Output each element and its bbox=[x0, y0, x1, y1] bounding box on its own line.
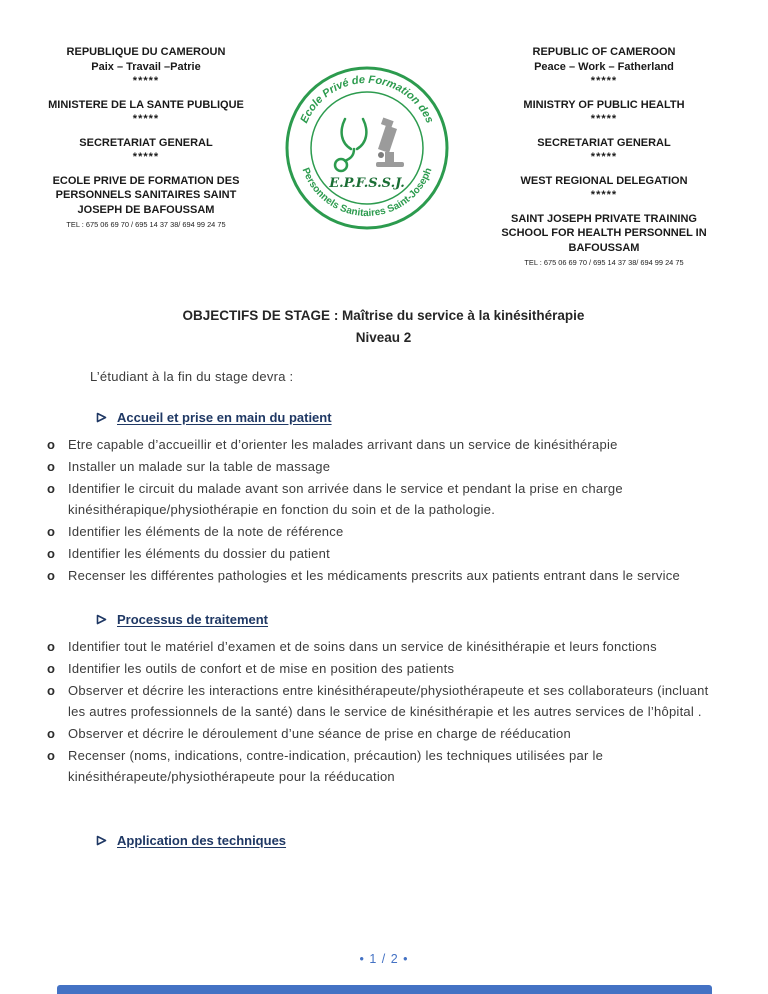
list-item bbox=[47, 543, 720, 564]
list-item-text: Identifier les outils de confort et de mise en position des patients bbox=[68, 660, 455, 676]
o-bullet-icon: o bbox=[47, 436, 56, 452]
list-item bbox=[47, 521, 720, 542]
school-name-en: SAINT JOSEPH PRIVATE TRAINING SCHOOL FOR HEALTH PERSONNEL IN BAFOUSSAM bbox=[501, 212, 707, 254]
list-item bbox=[47, 636, 720, 657]
title-block bbox=[47, 308, 720, 345]
logo-container bbox=[279, 45, 455, 233]
o-bullet-icon: o bbox=[47, 638, 56, 654]
header-group bbox=[488, 98, 720, 127]
school-name-fr: ECOLE PRIVE DE FORMATION DES PERSONNELS SANITAIRES SAINT JOSEPH DE BAFOUSSAM bbox=[52, 174, 240, 216]
secretariat-fr: SECRETARIAT GENERAL bbox=[79, 136, 213, 149]
logo-acronym: E.P.F.S.S.J. bbox=[328, 176, 405, 191]
ministry-fr: MINISTERE DE LA SANTE PUBLIQUE bbox=[48, 98, 244, 111]
section-heading-text: Accueil et prise en main du patient bbox=[117, 409, 332, 425]
section-heading-text: Processus de traitement bbox=[117, 611, 269, 627]
stars-divider: ***** bbox=[590, 75, 618, 88]
country-name-en: REPUBLIC OF CAMEROON bbox=[532, 46, 676, 58]
arrow-bullet-icon bbox=[96, 614, 107, 625]
o-bullet-icon: o bbox=[47, 660, 56, 676]
phone-numbers-en: TEL : 675 06 69 70 / 695 14 37 38/ 694 99 24 75 bbox=[524, 258, 684, 268]
header-group bbox=[488, 45, 720, 89]
document-subtitle: Niveau 2 bbox=[355, 329, 412, 345]
section-heading-accueil bbox=[96, 410, 720, 425]
o-bullet-icon: o bbox=[47, 480, 56, 496]
section-heading-application bbox=[96, 833, 720, 848]
motto-fr: Paix – Travail –Patrie bbox=[91, 60, 201, 73]
o-bullet-icon: o bbox=[47, 458, 56, 474]
list-item bbox=[47, 456, 720, 477]
list-item-text: Observer et décrire le déroulement d’une séance de prise en charge de rééducation bbox=[68, 725, 571, 741]
list-item bbox=[47, 658, 720, 679]
ministry-en: MINISTRY OF PUBLIC HEALTH bbox=[523, 98, 685, 111]
stars-divider: ***** bbox=[132, 151, 160, 164]
page-number: • 1 / 2 • bbox=[359, 952, 409, 966]
o-bullet-icon: o bbox=[47, 725, 56, 741]
document-title: OBJECTIFS DE STAGE : Maîtrise du service à la kinésithérapie bbox=[182, 307, 585, 323]
header-group bbox=[47, 98, 245, 127]
stars-divider: ***** bbox=[590, 189, 618, 202]
o-bullet-icon: o bbox=[47, 567, 56, 583]
intro-sentence: L’étudiant à la fin du stage devra : bbox=[90, 368, 294, 384]
list-item bbox=[47, 745, 720, 787]
o-bullet-icon: o bbox=[47, 747, 56, 763]
list-item bbox=[47, 478, 720, 520]
list-item bbox=[47, 565, 720, 586]
o-bullet-icon: o bbox=[47, 545, 56, 561]
list-item-text: Identifier le circuit du malade avant son arrivée dans le service et pendant la prise en charge kinésithérapique/physiothérapie en fonction du soin et de la pathologie. bbox=[68, 480, 623, 517]
header-french-block bbox=[47, 45, 245, 230]
motto-en: Peace – Work – Fatherland bbox=[534, 60, 674, 73]
list-item-text: Recenser les différentes pathologies et les médicaments prescrits aux patients entrant dans le service bbox=[68, 567, 681, 583]
list-item-text: Identifier les éléments du dossier du patient bbox=[68, 545, 331, 561]
list-item bbox=[47, 434, 720, 455]
o-bullet-icon: o bbox=[47, 523, 56, 539]
school-logo bbox=[282, 63, 452, 233]
list-item bbox=[47, 680, 720, 722]
arrow-bullet-icon bbox=[96, 835, 107, 846]
list-item-text: Observer et décrire les interactions entre kinésithérapeute/physiothérapeute et ses collaborateurs (incluant les autres professionnels de la santé) dans le service de kinésithérapie et les autres services de l’hôpital . bbox=[68, 682, 709, 719]
list-item-text: Recenser (noms, indications, contre-indication, précaution) les techniques utilisées par le kinésithérapeute/physiothérapeute pour la rééducation bbox=[68, 747, 604, 784]
list-item-text: Identifier tout le matériel d’examen et de soins dans un service de kinésithérapie et leurs fonctions bbox=[68, 638, 657, 654]
secretariat-en: SECRETARIAT GENERAL bbox=[537, 136, 671, 149]
stars-divider: ***** bbox=[590, 113, 618, 126]
section-heading-processus bbox=[96, 612, 720, 627]
header-group bbox=[488, 174, 720, 203]
header-group bbox=[47, 136, 245, 165]
logo-arc-bottom-text: Personnels Sanitaires Saint-Joseph bbox=[299, 166, 434, 220]
document-header bbox=[47, 45, 720, 268]
list-item-text: Etre capable d’accueillir et d’orienter les malades arrivant dans un service de kinésithérapie bbox=[68, 436, 618, 452]
header-group bbox=[47, 45, 245, 89]
list-item-text: Installer un malade sur la table de massage bbox=[68, 458, 331, 474]
list-item bbox=[47, 723, 720, 744]
delegation-en: WEST REGIONAL DELEGATION bbox=[520, 174, 688, 187]
o-bullet-icon: o bbox=[47, 682, 56, 698]
arrow-bullet-icon bbox=[96, 412, 107, 423]
footer-rule bbox=[57, 985, 712, 994]
logo-arc-top-text: Ecole Privé de Formation des bbox=[297, 73, 436, 126]
section-heading-text: Application des techniques bbox=[117, 832, 287, 848]
stars-divider: ***** bbox=[132, 113, 160, 126]
list-item-text: Identifier les éléments de la note de référence bbox=[68, 523, 344, 539]
phone-numbers-fr: TEL : 675 06 69 70 / 695 14 37 38/ 694 99 24 75 bbox=[66, 220, 226, 230]
header-group bbox=[488, 136, 720, 165]
stars-divider: ***** bbox=[590, 151, 618, 164]
country-name-fr: REPUBLIQUE DU CAMEROUN bbox=[66, 46, 226, 58]
header-english-block bbox=[488, 45, 720, 268]
stars-divider: ***** bbox=[132, 75, 160, 88]
